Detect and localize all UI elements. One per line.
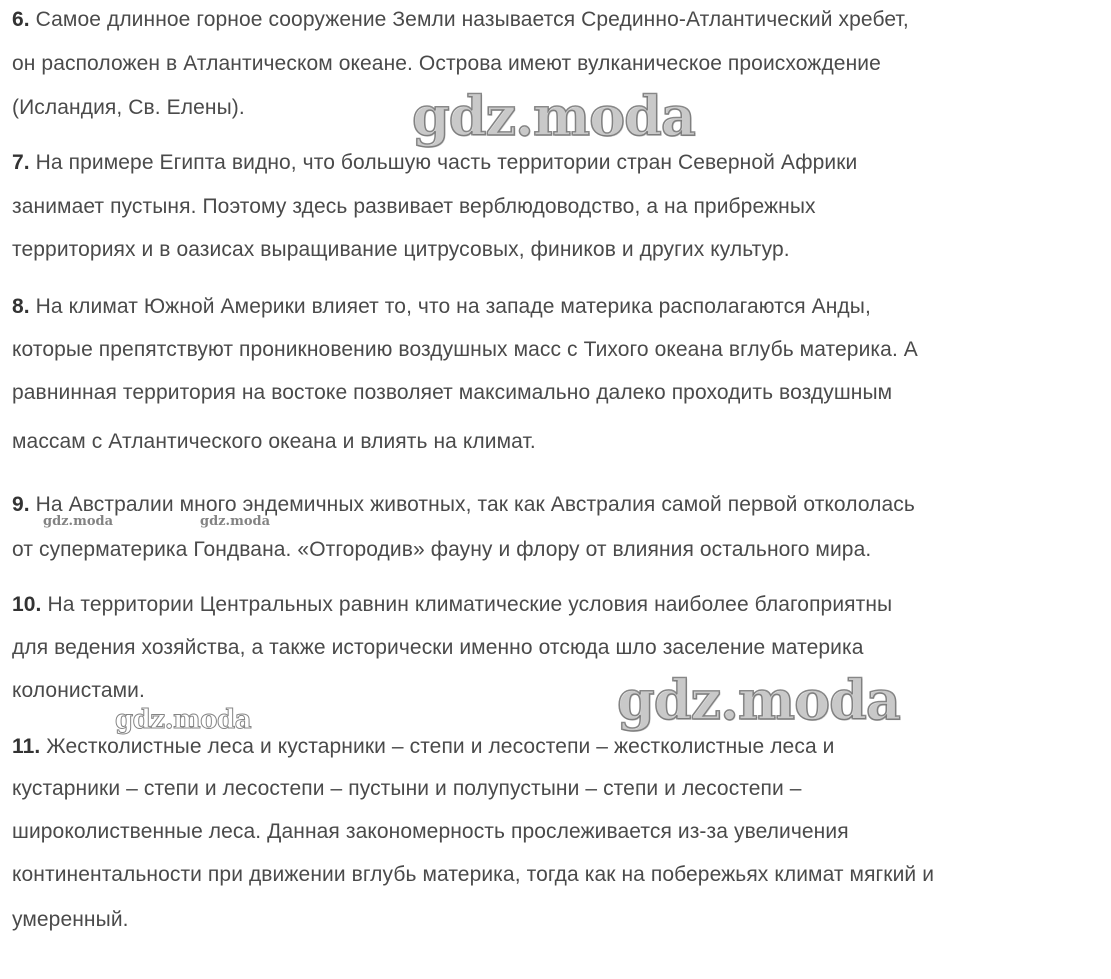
- paragraph-10-line-3: колонистами.: [12, 679, 145, 702]
- paragraph-text: Самое длинное горное сооружение Земли называется Срединно-Атлантический хребет,: [35, 8, 909, 31]
- paragraph-7-line-3: территориях и в оазисах выращивание цитрусовых, фиников и других культур.: [12, 238, 790, 261]
- paragraph-text: На климат Южной Америки влияет то, что на западе материка располагаются Анды,: [35, 295, 871, 318]
- paragraph-11-line-5: умеренный.: [12, 908, 129, 931]
- paragraph-11-line-2: кустарники – степи и лесостепи – пустыни и полупустыни – степи и лесостепи –: [12, 777, 802, 800]
- paragraph-text: На территории Центральных равнин климатические условия наиболее благоприятны: [47, 593, 893, 616]
- paragraph-6-line-3: (Исландия, Св. Елены).: [12, 96, 245, 119]
- paragraph-text: На Австралии много эндемичных животных, так как Австралия самой первой откололась: [35, 493, 915, 516]
- paragraph-text: Жестколистные леса и кустарники – степи и лесостепи – жестколистные леса и: [46, 735, 835, 758]
- paragraph-number: 10.: [12, 593, 42, 616]
- paragraph-8-line-3: равнинная территория на востоке позволяет максимально далеко проходить воздушным: [12, 381, 893, 404]
- paragraph-6-line-2: он расположен в Атлантическом океане. Острова имеют вулканическое происхождение: [12, 52, 881, 75]
- paragraph-9-line-2: от суперматерика Гондвана. «Отгородив» фауну и флору от влияния остального мира.: [12, 538, 872, 561]
- paragraph-9-line-1: [12, 492, 915, 518]
- paragraph-11-line-1: [12, 734, 835, 760]
- watermark-medium: gdz.moda: [115, 705, 252, 735]
- paragraph-text: На примере Египта видно, что большую часть территории стран Северной Африки: [35, 151, 858, 174]
- paragraph-7-line-1: [12, 150, 857, 176]
- paragraph-number: 8.: [12, 295, 30, 318]
- paragraph-8-line-2: которые препятствуют проникновению воздушных масс с Тихого океана вглубь материка. А: [12, 338, 918, 361]
- watermark-small: gdz.moda: [43, 514, 114, 529]
- watermark-large: gdz.moda: [412, 84, 695, 148]
- watermark-small: gdz.moda: [200, 514, 271, 529]
- paragraph-10-line-2: для ведения хозяйства, а также исторически именно отсюда шло заселение материка: [12, 636, 864, 659]
- paragraph-number: 6.: [12, 8, 30, 31]
- paragraph-7-line-2: занимает пустыня. Поэтому здесь развивает верблюдоводство, а на прибрежных: [12, 195, 816, 218]
- paragraph-number: 9.: [12, 493, 30, 516]
- paragraph-number: 7.: [12, 151, 30, 174]
- paragraph-number: 11.: [12, 735, 41, 758]
- paragraph-10-line-1: [12, 592, 892, 618]
- paragraph-6-line-1: [12, 7, 909, 33]
- paragraph-8-line-4: массам с Атлантического океана и влиять на климат.: [12, 430, 536, 453]
- paragraph-8-line-1: [12, 294, 871, 320]
- paragraph-11-line-3: широколиственные леса. Данная закономерность прослеживается из-за увеличения: [12, 820, 849, 843]
- watermark-large: gdz.moda: [617, 668, 900, 732]
- paragraph-11-line-4: континентальности при движении вглубь материка, тогда как на побережьях климат мягкий и: [12, 863, 935, 886]
